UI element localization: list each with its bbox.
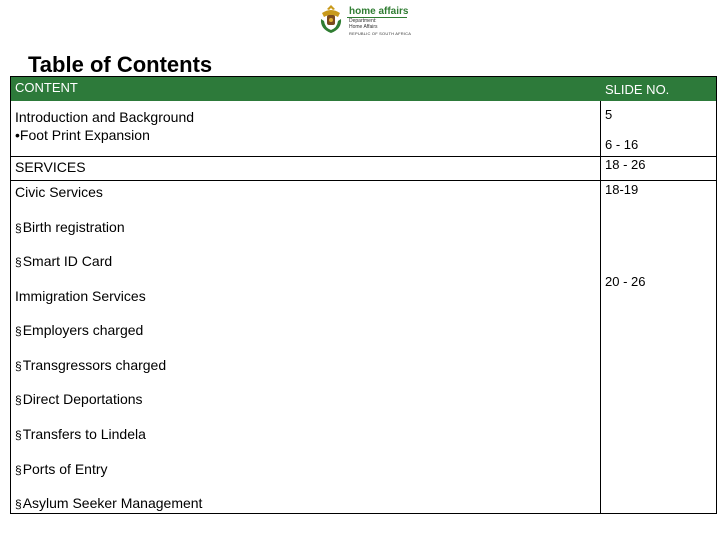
foot-print-slide: 6 - 16 [605,137,639,152]
coat-of-arms-icon [318,3,344,35]
services-slide: 18 - 26 [605,157,646,172]
page-title: Table of Contents [28,52,213,77]
toc-table [10,76,717,514]
table-header [11,77,716,101]
column-divider [600,101,601,513]
immigration-services-heading: Immigration Services [15,288,146,304]
intro-item: Introduction and Background [15,109,195,125]
header-slide-no: SLIDE NO. [605,82,670,97]
list-item: § Birth registration [15,219,125,235]
list-item: § Smart ID Card [15,253,112,269]
logo-dept: Department: [349,18,377,24]
logo-divider [347,17,407,18]
header-content: CONTENT [15,80,78,95]
list-item: § Transgressors charged [15,357,166,373]
logo-title: home affairs [349,6,409,17]
list-item: § Ports of Entry [15,461,108,477]
intro-subitem: •Foot Print Expansion [15,127,150,143]
civic-services-heading: Civic Services [15,184,103,200]
civic-services-slide: 18-19 [605,182,639,197]
home-affairs-logo [318,2,418,36]
list-item: § Asylum Seeker Management [15,495,202,511]
list-item: § Transfers to Lindela [15,426,146,442]
logo-country: REPUBLIC OF SOUTH AFRICA [349,31,412,36]
list-item: § Direct Deportations [15,391,143,407]
services-heading: SERVICES [15,159,86,175]
logo-dept-name: Home Affairs [349,24,378,30]
intro-slide: 5 [605,107,613,122]
list-item: § Employers charged [15,322,143,338]
row-divider [11,180,716,181]
immigration-services-slide: 20 - 26 [605,274,646,289]
